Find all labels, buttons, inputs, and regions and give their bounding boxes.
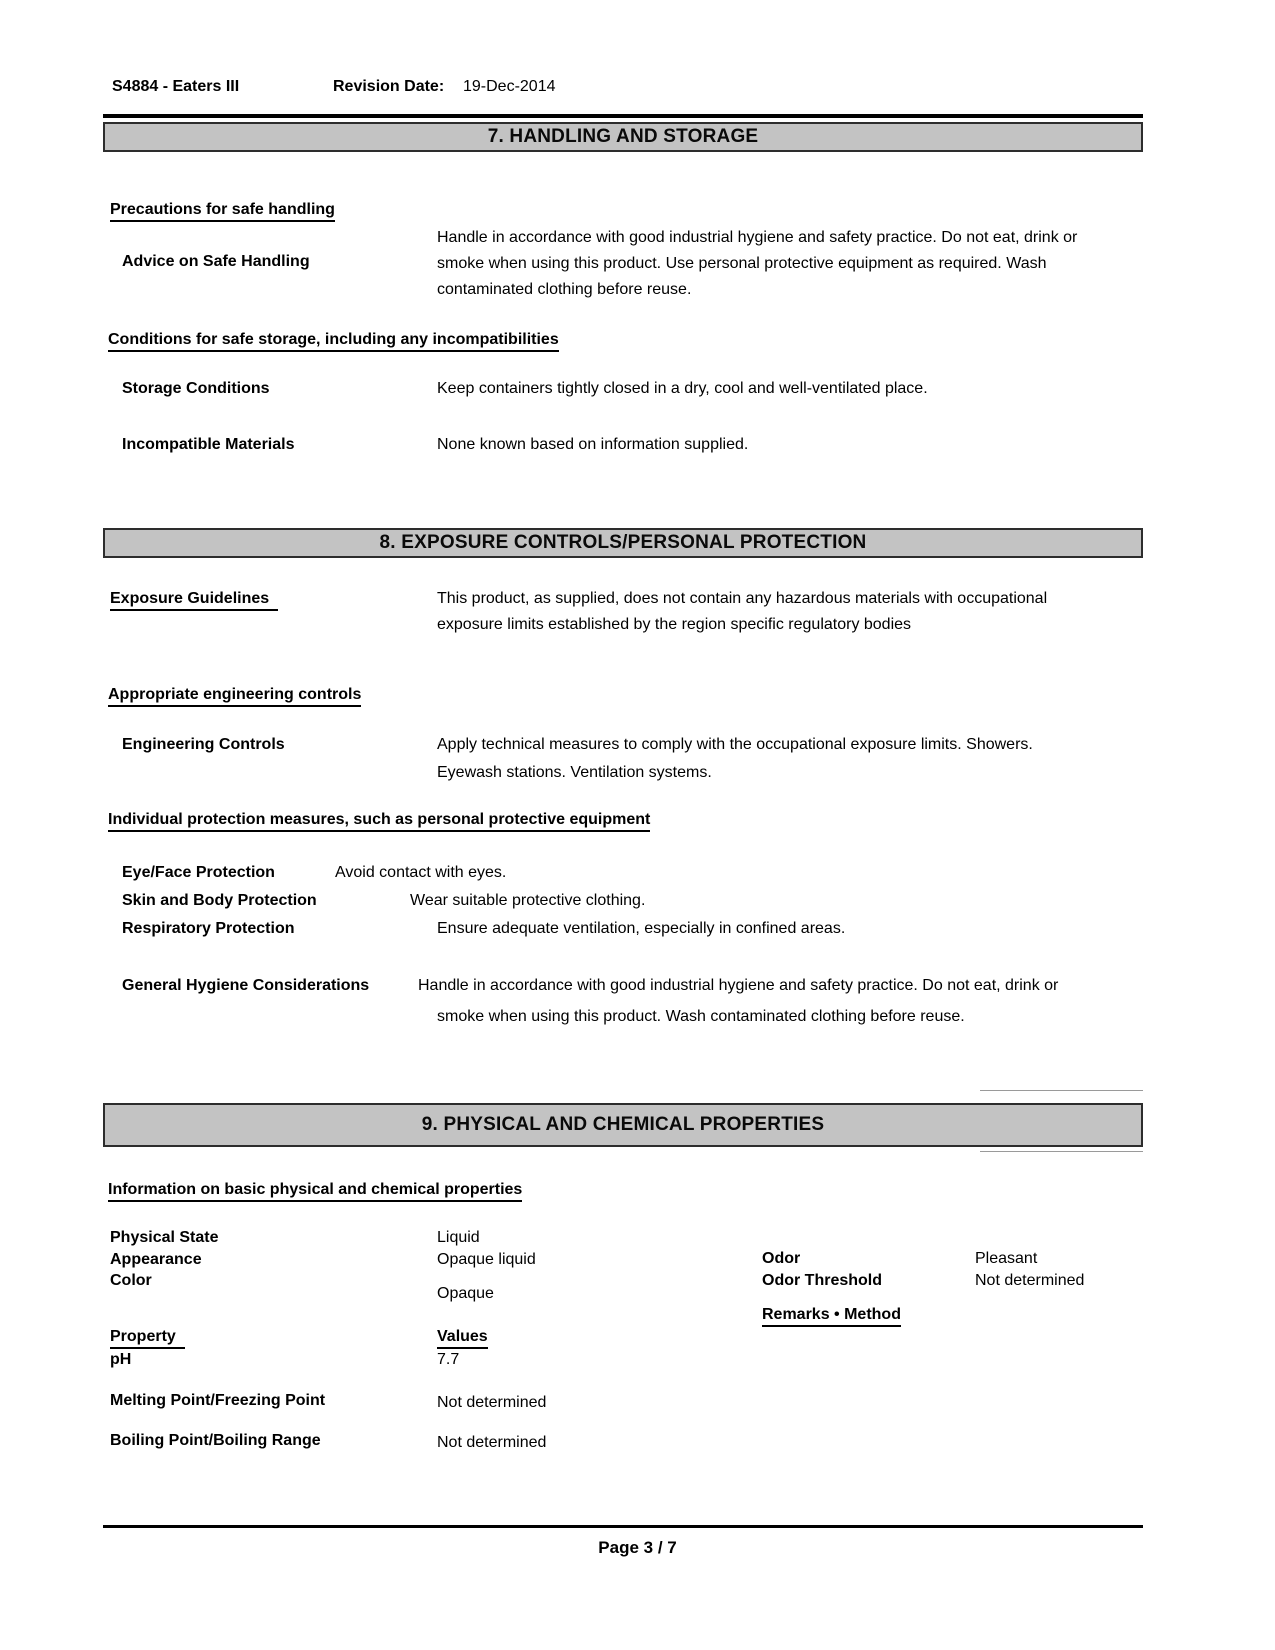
color-value: Opaque <box>437 1285 494 1302</box>
property-column-header: Property <box>110 1327 185 1349</box>
appearance-label: Appearance <box>110 1251 202 1268</box>
precautions-heading: Precautions for safe handling <box>110 200 335 222</box>
header-rule <box>103 114 1143 118</box>
basic-properties-heading: Information on basic physical and chemical properties <box>108 1180 522 1202</box>
boiling-point-label: Boiling Point/Boiling Range <box>110 1432 321 1449</box>
ph-value: 7.7 <box>437 1351 460 1368</box>
melting-point-value: Not determined <box>437 1394 547 1411</box>
incompatible-materials-label: Incompatible Materials <box>122 436 295 453</box>
incompatible-materials-value: None known based on information supplied. <box>437 436 749 453</box>
individual-protection-heading: Individual protection measures, such as personal protective equipment <box>108 810 650 832</box>
section-7-banner <box>103 122 1143 152</box>
engineering-controls-line: Apply technical measures to comply with the occupational exposure limits. Showers. <box>437 736 1033 753</box>
engineering-controls-label: Engineering Controls <box>122 736 285 753</box>
section-9-bottom-faint-rule <box>980 1151 1143 1152</box>
revision-date-label: Revision Date: <box>333 78 445 95</box>
storage-conditions-heading: Conditions for safe storage, including any incompatibilities <box>108 330 559 352</box>
footer-rule <box>103 1525 1143 1528</box>
section-9-title: 9. PHYSICAL AND CHEMICAL PROPERTIES <box>421 1114 825 1135</box>
skin-body-protection-label: Skin and Body Protection <box>122 892 317 909</box>
section-9-top-faint-rule <box>980 1090 1143 1091</box>
engineering-controls-heading: Appropriate engineering controls <box>108 685 361 707</box>
storage-conditions-value: Keep containers tightly closed in a dry, cool and well-ventilated place. <box>437 380 928 397</box>
section-7-title: 7. HANDLING AND STORAGE <box>487 126 759 147</box>
exposure-guidelines-line: This product, as supplied, does not contain any hazardous materials with occupational <box>437 590 1048 607</box>
color-label: Color <box>110 1272 152 1289</box>
storage-conditions-label: Storage Conditions <box>122 380 270 397</box>
section-9-banner <box>103 1103 1143 1147</box>
respiratory-protection-label: Respiratory Protection <box>122 920 295 937</box>
advice-text-line: contaminated clothing before reuse. <box>437 281 692 298</box>
engineering-controls-line: Eyewash stations. Ventilation systems. <box>437 764 712 781</box>
advice-text-line: Handle in accordance with good industrial hygiene and safety practice. Do not eat, drink or <box>437 229 1078 246</box>
remarks-method-heading: Remarks • Method <box>762 1305 901 1327</box>
general-hygiene-label: General Hygiene Considerations <box>122 977 370 994</box>
melting-point-label: Melting Point/Freezing Point <box>110 1392 326 1409</box>
page-number: Page 3 / 7 <box>598 1538 677 1557</box>
general-hygiene-line: Handle in accordance with good industrial hygiene and safety practice. Do not eat, drink or <box>418 977 1059 994</box>
odor-value: Pleasant <box>975 1250 1038 1267</box>
values-column-header: Values <box>437 1327 488 1349</box>
odor-label: Odor <box>762 1250 801 1267</box>
odor-threshold-value: Not determined <box>975 1272 1085 1289</box>
respiratory-protection-value: Ensure adequate ventilation, especially in confined areas. <box>437 920 846 937</box>
physical-state-value: Liquid <box>437 1229 480 1246</box>
product-code: S4884 - Eaters III <box>112 78 240 95</box>
section-8-banner <box>103 528 1143 558</box>
boiling-point-value: Not determined <box>437 1434 547 1451</box>
advice-safe-handling-label: Advice on Safe Handling <box>122 253 310 270</box>
skin-body-protection-value: Wear suitable protective clothing. <box>410 892 646 909</box>
advice-text-line: smoke when using this product. Use personal protective equipment as required. Wash <box>437 255 1047 272</box>
physical-state-label: Physical State <box>110 1229 219 1246</box>
exposure-guidelines-label: Exposure Guidelines <box>110 589 278 611</box>
exposure-guidelines-line: exposure limits established by the region specific regulatory bodies <box>437 616 912 633</box>
appearance-value: Opaque liquid <box>437 1251 536 1268</box>
odor-threshold-label: Odor Threshold <box>762 1272 882 1289</box>
revision-date-value: 19-Dec-2014 <box>463 78 556 95</box>
eye-face-protection-value: Avoid contact with eyes. <box>335 864 507 881</box>
eye-face-protection-label: Eye/Face Protection <box>122 864 275 881</box>
section-8-title: 8. EXPOSURE CONTROLS/PERSONAL PROTECTION <box>379 532 867 553</box>
ph-label: pH <box>110 1351 132 1368</box>
general-hygiene-line: smoke when using this product. Wash contaminated clothing before reuse. <box>437 1008 965 1025</box>
